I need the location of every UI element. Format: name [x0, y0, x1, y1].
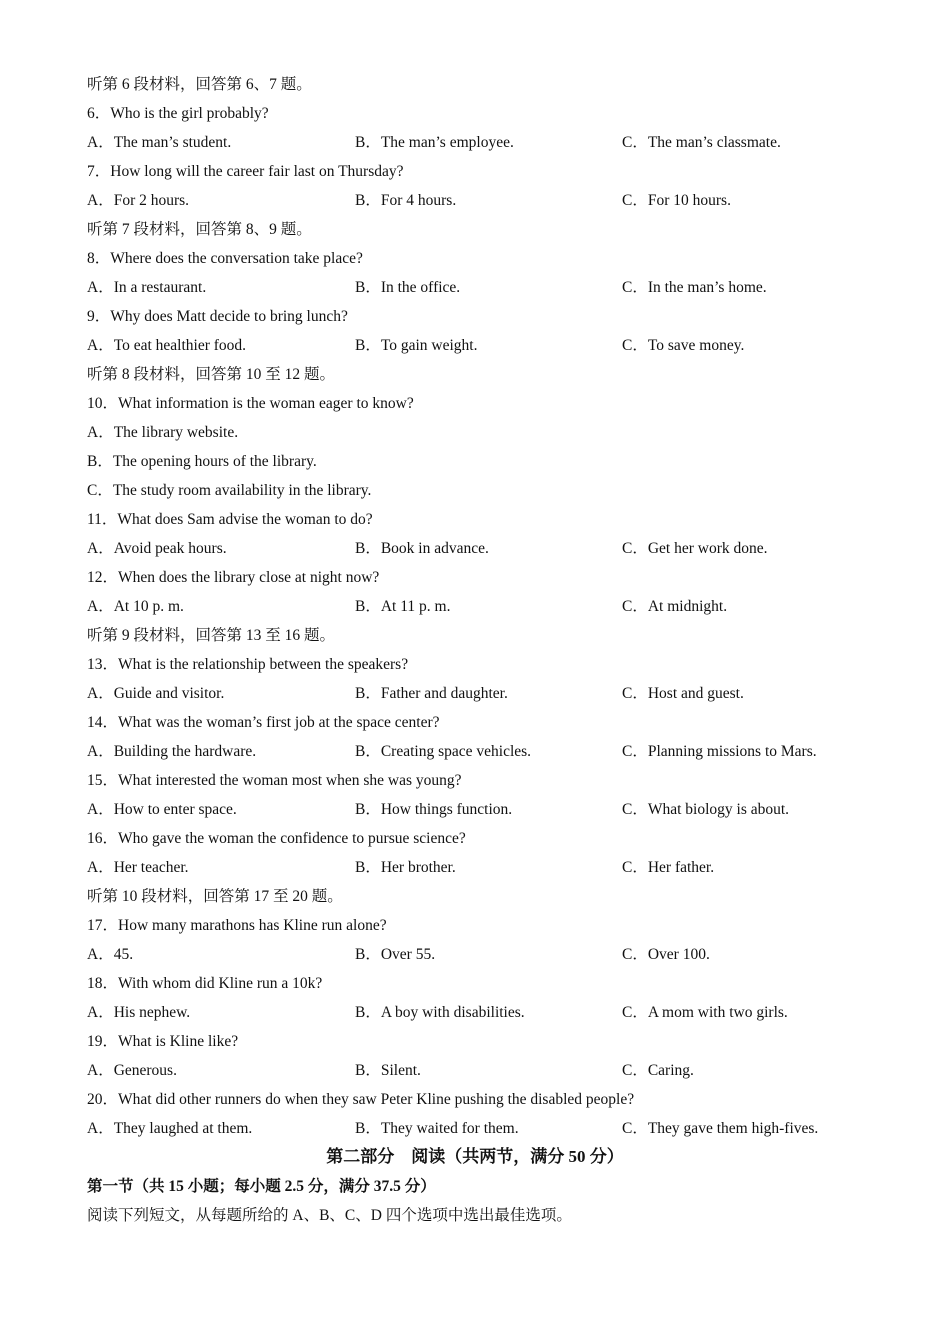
question-line: 14．What was the woman’s first job at the space center? — [87, 714, 440, 731]
option-b: B．Her brother. — [355, 859, 456, 876]
option-c: C．In the man’s home. — [622, 279, 767, 296]
option-b: B．For 4 hours. — [355, 192, 457, 209]
option-b: B．A boy with disabilities. — [355, 1004, 525, 1021]
option-b: B．At 11 p. m. — [355, 598, 451, 615]
option-c: C．The man’s classmate. — [622, 134, 781, 151]
option-c: C．What biology is about. — [622, 801, 790, 818]
option-a: A．In a restaurant. — [87, 279, 207, 296]
option-row — [87, 1119, 887, 1139]
option-a: A．Guide and visitor. — [87, 685, 225, 702]
option-c: C．For 10 hours. — [622, 192, 731, 209]
option-c: C．Over 100. — [622, 946, 710, 963]
option-row — [87, 278, 887, 298]
question-line: 15．What interested the woman most when she was young? — [87, 772, 462, 789]
option-b: B．In the office. — [355, 279, 461, 296]
option-b: B．To gain weight. — [355, 337, 478, 354]
listening-section-heading: 听第 9 段材料，回答第 13 至 16 题。 — [87, 627, 336, 644]
question-line: 18．With whom did Kline run a 10k? — [87, 975, 323, 992]
option-a: A．45. — [87, 946, 134, 963]
option-c: C．A mom with two girls. — [622, 1004, 788, 1021]
option-row — [87, 1061, 887, 1081]
option-b: B．Silent. — [355, 1062, 421, 1079]
option-a: A．Her teacher. — [87, 859, 189, 876]
option-b: B．Father and daughter. — [355, 685, 508, 702]
listening-section-heading: 听第 10 段材料，回答第 17 至 20 题。 — [87, 888, 343, 905]
option-c: C．Caring. — [622, 1062, 694, 1079]
question-line: 17．How many marathons has Kline run alone? — [87, 917, 387, 934]
question-line: 19．What is Kline like? — [87, 1033, 239, 1050]
question-line: 8．Where does the conversation take place? — [87, 250, 363, 267]
option-line: C．The study room availability in the library. — [87, 482, 372, 499]
option-b: B．Over 55. — [355, 946, 436, 963]
question-line: 6．Who is the girl probably? — [87, 105, 269, 122]
option-row — [87, 1003, 887, 1023]
option-a: A．To eat healthier food. — [87, 337, 247, 354]
option-a: A．Avoid peak hours. — [87, 540, 227, 557]
option-c: C．Planning missions to Mars. — [622, 743, 817, 760]
option-a: A．They laughed at them. — [87, 1120, 253, 1137]
option-c: C．Host and guest. — [622, 685, 744, 702]
option-row — [87, 133, 887, 153]
option-a: A．Generous. — [87, 1062, 177, 1079]
listening-section-heading: 听第 7 段材料，回答第 8、9 题。 — [87, 221, 312, 238]
listening-section-heading: 听第 8 段材料，回答第 10 至 12 题。 — [87, 366, 336, 383]
option-a: A．Building the hardware. — [87, 743, 257, 760]
option-a: A．The man’s student. — [87, 134, 232, 151]
option-c: C．To save money. — [622, 337, 745, 354]
option-line: B．The opening hours of the library. — [87, 453, 317, 470]
question-line: 7．How long will the career fair last on Thursday? — [87, 163, 404, 180]
option-a: A．For 2 hours. — [87, 192, 190, 209]
option-row — [87, 800, 887, 820]
option-a: A．His nephew. — [87, 1004, 191, 1021]
option-c: C．They gave them high-fives. — [622, 1120, 819, 1137]
option-row — [87, 945, 887, 965]
option-b: B．The man’s employee. — [355, 134, 514, 151]
option-a: A．At 10 p. m. — [87, 598, 184, 615]
option-c: C．Get her work done. — [622, 540, 768, 557]
question-line: 10．What information is the woman eager to know? — [87, 395, 414, 412]
option-c: C．Her father. — [622, 859, 715, 876]
listening-section-heading: 听第 6 段材料，回答第 6、7 题。 — [87, 76, 312, 93]
question-line: 12．When does the library close at night now? — [87, 569, 380, 586]
option-line: A．The library website. — [87, 424, 239, 441]
option-a: A．How to enter space. — [87, 801, 237, 818]
option-b: B．Creating space vehicles. — [355, 743, 532, 760]
question-line: 11．What does Sam advise the woman to do? — [87, 511, 373, 528]
option-b: B．Book in advance. — [355, 540, 489, 557]
option-row — [87, 684, 887, 704]
question-line: 20．What did other runners do when they saw Peter Kline pushing the disabled people? — [87, 1091, 635, 1108]
question-line: 13．What is the relationship between the speakers? — [87, 656, 409, 673]
option-row — [87, 539, 887, 559]
option-row — [87, 858, 887, 878]
option-row — [87, 336, 887, 356]
reading-instruction: 阅读下列短文，从每题所给的 A、B、C、D 四个选项中选出最佳选项。 — [87, 1207, 572, 1224]
option-row — [87, 742, 887, 762]
option-b: B．How things function. — [355, 801, 513, 818]
option-b: B．They waited for them. — [355, 1120, 519, 1137]
option-row — [87, 597, 887, 617]
option-c: C．At midnight. — [622, 598, 728, 615]
subsection-title: 第一节（共 15 小题；每小题 2.5 分，满分 37.5 分） — [87, 1178, 436, 1195]
option-row — [87, 191, 887, 211]
question-line: 16．Who gave the woman the confidence to pursue science? — [87, 830, 466, 847]
question-line: 9．Why does Matt decide to bring lunch? — [87, 308, 348, 325]
section-title: 第二部分 阅读（共两节，满分 50 分） — [326, 1147, 624, 1166]
